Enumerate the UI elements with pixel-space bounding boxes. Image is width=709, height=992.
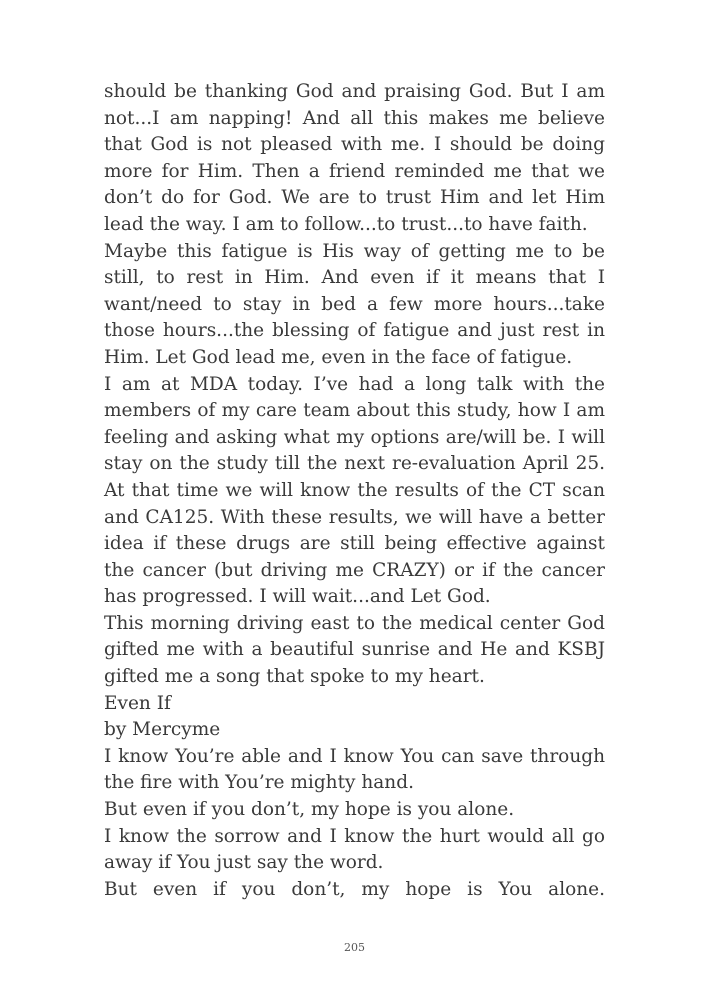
lyric-line: I know You’re able and I know You can save through the fire with You’re mighty hand. (104, 745, 605, 794)
page-body-text (104, 79, 605, 903)
lyric-line: But even if you don’t, my hope is You alone. (104, 878, 605, 900)
paragraph: This morning driving east to the medical center God gifted me with a beautiful sunrise and He and KSBJ gifted me a song that spoke to my heart. (104, 612, 605, 688)
paragraph: I am at MDA today. I’ve had a long talk with the members of my care team about this study, how I am feeling and asking what my options are/will be. I will stay on the study till the next re-evaluation April 25. At that time we will know the results of the CT scan and CA125. With these results, we will have a better idea if these drugs are still being effective against the cancer (but driving me CRAZY) or if the cancer has progressed. I will wait...and Let God. (104, 373, 605, 608)
page-number: 205 (344, 941, 365, 954)
lyric-line: But even if you don’t, my hope is you alone. (104, 799, 515, 821)
paragraph: should be thanking God and praising God. But I am not...I am napping! And all this makes me believe that God is not pleased with me. I should be doing more for Him. Then a friend reminded me that we don’t do for God. We are to trust Him and let Him lead the way. I am to follow...to trust...to have faith. (104, 81, 605, 235)
paragraph: Maybe this fatigue is His way of getting me to be still, to rest in Him. And even if it means that I want/need to stay in bed a few more hours...take those hours...the blessing of fatigue and just rest in Him. Let God lead me, even in the face of fatigue. (104, 240, 605, 368)
song-artist: by Mercyme (104, 719, 221, 741)
lyric-line: I know the sorrow and I know the hurt would all go away if You just say the word. (104, 825, 605, 874)
song-title: Even If (104, 692, 171, 714)
